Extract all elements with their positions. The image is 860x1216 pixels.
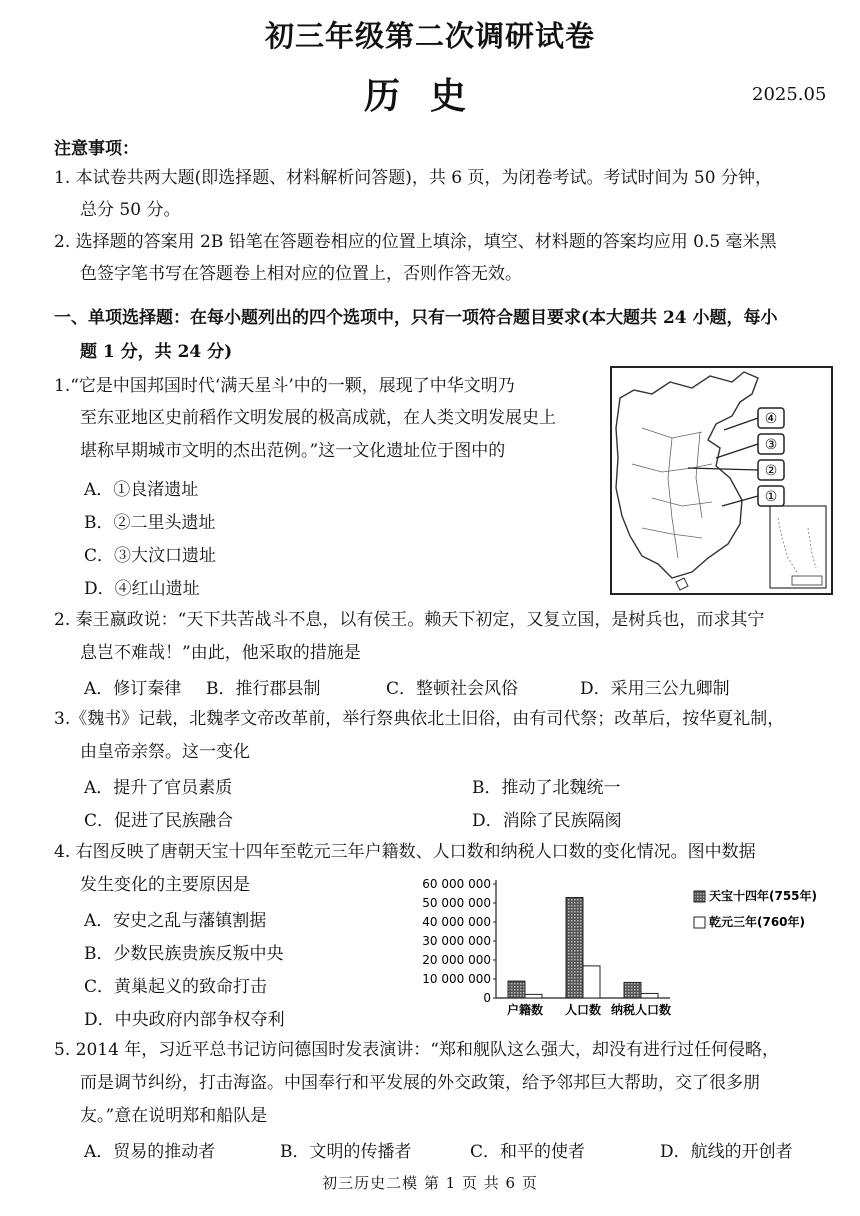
chart-bar-0-0 bbox=[508, 981, 525, 998]
map-marker-2: ② bbox=[764, 463, 778, 479]
china-map-figure bbox=[610, 366, 833, 595]
q5-option-d: D．航线的开创者 bbox=[660, 1142, 793, 1162]
q3-option-c: C．促进了民族融合 bbox=[84, 811, 234, 831]
map-marker-3: ③ bbox=[764, 437, 778, 453]
chart-category-label: 户籍数 bbox=[506, 1003, 544, 1017]
chart-bar-1-1 bbox=[583, 966, 600, 998]
chart-y-tick-label: 0 bbox=[483, 991, 491, 1005]
q4-stem-line-1: 4. 右图反映了唐朝天宝十四年至乾元三年户籍数、人口数和纳税人口数的变化情况。图中数据 bbox=[54, 842, 756, 862]
chart-category-label: 纳税人口数 bbox=[610, 1003, 672, 1017]
chart-category-label: 人口数 bbox=[564, 1003, 602, 1017]
q3-option-d: D．消除了民族隔阂 bbox=[472, 811, 622, 831]
page-footer: 初三历史二模 第 1 页 共 6 页 bbox=[322, 1174, 538, 1192]
exam-date: 2025.05 bbox=[752, 84, 827, 105]
q2-option-b: B．推行郡县制 bbox=[206, 679, 321, 699]
chart-legend-swatch bbox=[694, 891, 705, 902]
chart-bar-2-1 bbox=[641, 993, 658, 998]
province-lines bbox=[632, 428, 712, 558]
hainan-island bbox=[676, 578, 688, 590]
chart-y-tick-label: 10 000 000 bbox=[422, 972, 491, 986]
notice-heading: 注意事项： bbox=[54, 139, 139, 159]
chart-legend-label: 天宝十四年(755年) bbox=[709, 889, 818, 903]
q1-option-b: B．②二里头遗址 bbox=[84, 513, 216, 533]
q5-option-b: B．文明的传播者 bbox=[280, 1142, 412, 1162]
q1-stem-line-1: 1.“它是中国邦国时代‘满天星斗’中的一颗，展现了中华文明乃 bbox=[54, 376, 515, 396]
chart-y-tick-label: 20 000 000 bbox=[422, 953, 491, 967]
q5-option-a: A．贸易的推动者 bbox=[84, 1142, 216, 1162]
q2-option-d: D．采用三公九卿制 bbox=[580, 679, 730, 699]
notice-item-1-line-2: 总分 50 分。 bbox=[80, 200, 181, 220]
q2-option-c: C．整顿社会风俗 bbox=[386, 679, 519, 699]
q3-option-a: A．提升了官员素质 bbox=[84, 778, 233, 798]
q4-option-a: A．安史之乱与藩镇割据 bbox=[84, 911, 267, 931]
notice-item-2-line-1: 2. 选择题的答案用 2B 铅笔在答题卷相应的位置上填涂，填空、材料题的答案均应用 0.5 毫米黑 bbox=[54, 232, 777, 252]
map-marker-1: ① bbox=[764, 489, 778, 505]
china-outline bbox=[616, 372, 758, 578]
map-marker-4: ④ bbox=[764, 411, 778, 427]
q1-option-c: C．③大汶口遗址 bbox=[84, 546, 217, 566]
chart-y-tick-label: 40 000 000 bbox=[422, 915, 491, 929]
exam-title: 初三年级第二次调研试卷 bbox=[264, 19, 595, 53]
subject-title: 历史 bbox=[363, 75, 496, 117]
q5-stem-line-2: 而是调节纠纷，打击海盗。中国奉行和平发展的外交政策，给予邻邦巨大帮助，交了很多朋 bbox=[80, 1073, 760, 1093]
china-map-svg bbox=[612, 368, 831, 593]
q3-stem-line-1: 3.《魏书》记载，北魏孝文帝改革前，举行祭典依北土旧俗，由有司代祭；改革后，按华夏礼制， bbox=[54, 709, 785, 729]
chart-legend-label: 乾元三年(760年) bbox=[709, 915, 806, 929]
q4-option-c: C．黄巢起义的致命打击 bbox=[84, 977, 268, 997]
q5-option-c: C．和平的使者 bbox=[470, 1142, 586, 1162]
q1-stem-line-3: 堪称早期城市文明的杰出范例。”这一文化遗址位于图中的 bbox=[80, 441, 506, 461]
notice-item-1-line-1: 1. 本试卷共两大题(即选择题、材料解析问答题)，共 6 页，为闭卷考试。考试时间为 50 分钟， bbox=[54, 168, 772, 188]
chart-y-tick-label: 60 000 000 bbox=[422, 877, 491, 891]
q1-option-d: D．④红山遗址 bbox=[84, 579, 200, 599]
q2-stem-line-2: 息岂不难哉！”由此，他采取的措施是 bbox=[80, 643, 361, 663]
section-1-line-2: 题 1 分，共 24 分) bbox=[80, 342, 233, 362]
q2-stem-line-1: 2. 秦王嬴政说：“天下共苦战斗不息，以有侯王。赖天下初定，又复立国，是树兵也，而求其宁 bbox=[54, 610, 765, 630]
q1-stem-line-2: 至东亚地区史前稻作文明发展的极高成就，在人类文明发展史上 bbox=[80, 408, 556, 428]
q5-stem-line-1: 5. 2014 年，习近平总书记访问德国时发表演讲：“郑和舰队这么强大，却没有进行过任何侵略， bbox=[54, 1040, 779, 1060]
notice-item-2-line-2: 色签字笔书写在答题卷上相对应的位置上，否则作答无效。 bbox=[80, 264, 522, 284]
q2-option-a: A．修订秦律 bbox=[84, 679, 182, 699]
section-1-line-1: 一、单项选择题：在每小题列出的四个选项中，只有一项符合题目要求(本大题共 24 小题，每小 bbox=[54, 308, 778, 328]
q4-stem-line-2: 发生变化的主要原因是 bbox=[80, 875, 250, 895]
chart-bar-1-0 bbox=[566, 897, 583, 998]
q3-stem-line-2: 由皇帝亲祭。这一变化 bbox=[80, 742, 250, 762]
q3-option-b: B．推动了北魏统一 bbox=[472, 778, 621, 798]
q1-option-a: A．①良渚遗址 bbox=[84, 480, 199, 500]
chart-legend-swatch bbox=[694, 917, 705, 928]
chart-bar-0-1 bbox=[525, 994, 542, 998]
chart-y-tick-label: 50 000 000 bbox=[422, 896, 491, 910]
chart-y-tick-label: 30 000 000 bbox=[422, 934, 491, 948]
q5-stem-line-3: 友。”意在说明郑和船队是 bbox=[80, 1106, 268, 1126]
chart-bar-2-0 bbox=[624, 982, 641, 998]
q4-option-b: B．少数民族贵族反叛中央 bbox=[84, 944, 284, 964]
population-bar-chart-svg bbox=[422, 872, 830, 1022]
q4-option-d: D．中央政府内部争权夺利 bbox=[84, 1010, 285, 1030]
population-bar-chart bbox=[422, 872, 830, 1022]
